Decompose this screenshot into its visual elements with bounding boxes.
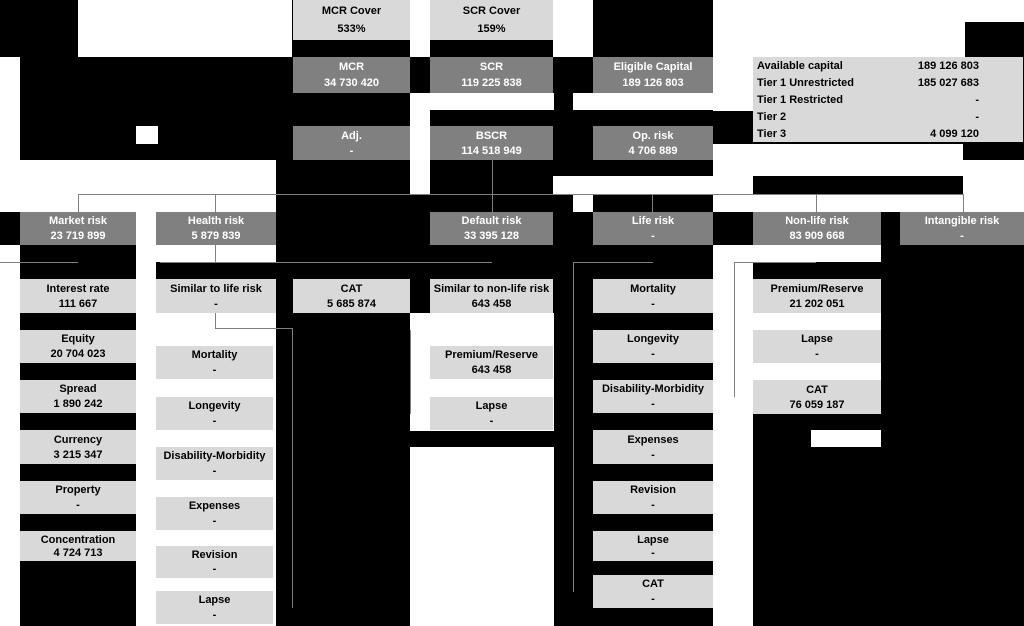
market-sub-label: Currency	[53, 433, 103, 446]
background-panel	[713, 245, 881, 262]
health-slt-item-value: -	[212, 514, 217, 527]
health-slt-item	[156, 591, 273, 624]
life-sub-value: -	[651, 592, 655, 605]
connector-line	[734, 262, 735, 397]
mcr-box	[293, 57, 410, 93]
market-risk-box	[20, 212, 136, 245]
capital-row-value: 185 027 683	[917, 76, 979, 89]
background-panel	[0, 262, 20, 626]
market-risk-label: Market risk	[48, 215, 108, 228]
market-sub-label: Property	[55, 484, 101, 497]
nonlife-risk-value: 83 909 668	[789, 229, 845, 242]
market-sub-label: Equity	[61, 333, 95, 346]
market-sub-box	[20, 481, 136, 514]
background-panel	[553, 0, 593, 57]
default-risk-box	[430, 212, 553, 245]
market-sub-box	[20, 380, 136, 413]
intangible-risk-label: Intangible risk	[924, 215, 1000, 228]
nonlife-sub-box	[753, 279, 881, 313]
life-sub-label: Lapse	[637, 533, 669, 546]
life-sub-value: -	[651, 546, 655, 559]
background-panel	[713, 0, 1024, 22]
health-risk-box	[156, 212, 276, 245]
health-slt-label: Similar to life risk	[170, 282, 262, 295]
background-panel	[136, 262, 156, 626]
background-panel	[136, 245, 276, 262]
health-nslt-value: 643 458	[471, 297, 512, 310]
scr-label: SCR	[479, 61, 504, 73]
scr-cover-label: SCR Cover	[462, 5, 521, 17]
market-sub-box	[20, 279, 136, 313]
background-panel	[410, 0, 430, 57]
health-nslt-item-label: Premium/Reserve	[445, 349, 538, 362]
adj-box	[293, 126, 410, 160]
background-panel	[0, 245, 20, 262]
mcr-value: 34 730 420	[323, 77, 380, 89]
health-slt-item-label: Mortality	[191, 349, 238, 362]
nonlife-sub-box	[753, 380, 881, 414]
health-slt-item	[156, 546, 273, 578]
background-panel	[713, 195, 1024, 212]
life-sub-label: Longevity	[627, 333, 679, 346]
eligible-capital-value: 189 126 803	[622, 77, 684, 89]
health-slt-item-label: Expenses	[188, 500, 241, 513]
life-sub-label: CAT	[642, 578, 664, 591]
connector-line	[963, 194, 964, 212]
market-sub-box	[20, 531, 136, 561]
nonlife-sub-label: Lapse	[801, 333, 833, 346]
capital-row-label: Available capital	[757, 59, 843, 72]
health-cat-box	[293, 279, 410, 313]
capital-row	[753, 91, 1023, 108]
bscr-value: 114 518 949	[461, 144, 522, 157]
background-panel	[0, 591, 20, 608]
background-panel	[713, 464, 753, 626]
connector-line	[160, 262, 492, 263]
health-cat-value: 5 685 874	[327, 297, 376, 310]
mcr-label: MCR	[338, 61, 365, 73]
connector-line	[78, 194, 79, 212]
default-risk-label: Default risk	[461, 215, 522, 228]
background-panel	[713, 144, 963, 176]
nonlife-sub-value: -	[815, 347, 819, 360]
health-nslt-item	[430, 346, 553, 379]
capital-row	[753, 74, 1023, 91]
background-panel	[136, 126, 158, 144]
nonlife-risk-box	[753, 212, 881, 245]
background-panel	[713, 22, 965, 57]
op-risk-box	[593, 126, 713, 160]
connector-line	[0, 262, 78, 263]
background-panel	[963, 160, 1024, 195]
capital-row-value: 189 126 803	[917, 59, 979, 72]
capital-row-value: 4 099 120	[930, 127, 979, 140]
health-slt-item-label: Lapse	[198, 594, 231, 607]
capital-row	[753, 125, 1023, 142]
life-sub-box	[593, 481, 713, 514]
health-slt-value: -	[214, 297, 218, 310]
scr-box	[430, 57, 553, 93]
background-panel	[410, 110, 430, 195]
connector-line	[573, 262, 653, 263]
health-slt-item	[156, 497, 273, 530]
connector-line	[492, 194, 493, 212]
life-sub-value: -	[651, 448, 655, 461]
adj-label: Adj.	[341, 129, 362, 142]
health-nslt-item-label: Lapse	[475, 400, 508, 413]
background-panel	[573, 93, 713, 110]
connector-line	[215, 313, 216, 329]
connector-line	[492, 160, 493, 195]
op-risk-label: Op. risk	[632, 129, 674, 142]
health-slt-item-label: Revision	[191, 549, 238, 561]
health-slt-item	[156, 346, 273, 379]
life-sub-value: -	[651, 397, 655, 410]
life-sub-label: Disability-Morbidity	[601, 383, 705, 396]
bscr-label: BSCR	[475, 129, 508, 142]
scr-cover-box	[430, 0, 553, 40]
capital-row-value: -	[975, 93, 979, 106]
life-sub-box	[593, 575, 713, 608]
connector-line	[410, 330, 411, 414]
market-sub-value: 20 704 023	[50, 347, 106, 360]
intangible-risk-box	[900, 212, 1024, 245]
life-risk-box	[593, 212, 713, 245]
background-panel	[410, 447, 554, 626]
market-sub-value: 4 724 713	[53, 546, 103, 559]
mcr-cover-value: 533%	[337, 23, 366, 35]
health-slt-item-value: -	[212, 563, 217, 575]
mcr-cover-label: MCR Cover	[321, 5, 382, 17]
health-slt-item-label: Disability-Morbidity	[163, 450, 266, 463]
background-panel	[410, 93, 554, 110]
life-sub-value: -	[651, 498, 655, 511]
capital-row-value: -	[975, 110, 979, 123]
life-risk-value: -	[651, 229, 655, 242]
health-risk-label: Health risk	[187, 215, 245, 228]
health-slt-item	[156, 447, 273, 480]
market-sub-value: -	[76, 498, 80, 511]
life-sub-value: -	[651, 297, 655, 310]
health-slt-item	[156, 397, 273, 430]
mcr-cover-box	[293, 0, 410, 40]
connector-line	[652, 194, 653, 212]
connector-line	[78, 194, 964, 195]
background-panel	[811, 430, 881, 447]
background-panel	[0, 195, 276, 212]
life-sub-box	[593, 380, 713, 413]
market-sub-label: Spread	[59, 383, 97, 396]
connector-line	[816, 194, 817, 212]
background-panel	[573, 195, 593, 212]
market-sub-value: 1 890 242	[53, 397, 103, 410]
nonlife-sub-label: CAT	[806, 383, 828, 396]
life-sub-label: Mortality	[630, 282, 676, 295]
nonlife-sub-label: Premium/Reserve	[770, 282, 864, 295]
background-panel	[553, 176, 753, 195]
health-slt-item-value: -	[212, 464, 217, 477]
health-slt-item-label: Longevity	[188, 400, 241, 413]
intangible-risk-value: -	[960, 229, 964, 242]
market-risk-value: 23 719 899	[50, 229, 106, 242]
background-panel	[136, 212, 156, 245]
capital-row	[753, 108, 1023, 125]
background-panel	[0, 160, 276, 195]
health-slt-item-value: -	[212, 414, 217, 427]
capital-table	[753, 57, 1023, 142]
market-sub-box	[20, 430, 136, 464]
market-sub-box	[20, 330, 136, 363]
health-nslt-box	[430, 279, 553, 313]
life-sub-label: Revision	[630, 484, 676, 497]
eligible-capital-box	[593, 57, 713, 93]
life-sub-box	[593, 430, 713, 464]
health-nslt-item-value: 643 458	[471, 363, 512, 376]
market-sub-label: Interest rate	[46, 282, 110, 295]
connector-line	[215, 194, 216, 212]
capital-row	[753, 57, 1023, 74]
life-sub-box	[593, 279, 713, 313]
adj-value: -	[349, 144, 354, 157]
health-cat-label: CAT	[340, 282, 363, 295]
background-panel	[78, 0, 292, 57]
connector-line	[215, 328, 293, 329]
connector-line	[573, 262, 574, 592]
scr-cover-value: 159%	[477, 23, 506, 35]
bscr-box	[430, 126, 553, 160]
op-risk-value: 4 706 889	[628, 144, 678, 157]
capital-row-label: Tier 1 Restricted	[757, 93, 844, 106]
connector-line	[215, 245, 216, 262]
nonlife-sub-value: 21 202 051	[789, 297, 845, 310]
nonlife-sub-box	[753, 330, 881, 363]
capital-row-label: Tier 1 Unrestricted	[757, 76, 855, 89]
scr-value: 119 225 838	[461, 77, 522, 89]
capital-row-label: Tier 3	[757, 127, 787, 140]
life-sub-box	[593, 330, 713, 363]
background-panel	[713, 262, 753, 464]
capital-row-label: Tier 2	[757, 110, 787, 123]
health-nslt-item	[430, 397, 553, 430]
health-slt-box	[156, 279, 276, 313]
health-nslt-item-value: -	[489, 414, 494, 427]
life-sub-label: Expenses	[627, 433, 679, 446]
market-sub-label: Concentration	[40, 533, 116, 546]
connector-line	[734, 262, 816, 263]
nonlife-risk-label: Non-life risk	[785, 215, 849, 228]
health-slt-item-value: -	[212, 608, 217, 621]
health-slt-item-value: -	[212, 363, 217, 376]
market-sub-value: 3 215 347	[53, 448, 103, 461]
eligible-capital-label: Eligible Capital	[613, 61, 693, 73]
life-risk-label: Life risk	[631, 215, 675, 228]
background-panel	[0, 57, 20, 160]
default-risk-value: 33 395 128	[463, 229, 520, 242]
life-sub-box	[593, 531, 713, 561]
background-panel	[713, 57, 753, 111]
nonlife-sub-value: 76 059 187	[789, 398, 845, 411]
health-risk-value: 5 879 839	[191, 229, 241, 242]
health-nslt-label: Similar to non-life risk	[433, 282, 550, 295]
market-sub-value: 111 667	[58, 297, 98, 310]
life-sub-value: -	[651, 347, 655, 360]
connector-line	[292, 328, 293, 608]
